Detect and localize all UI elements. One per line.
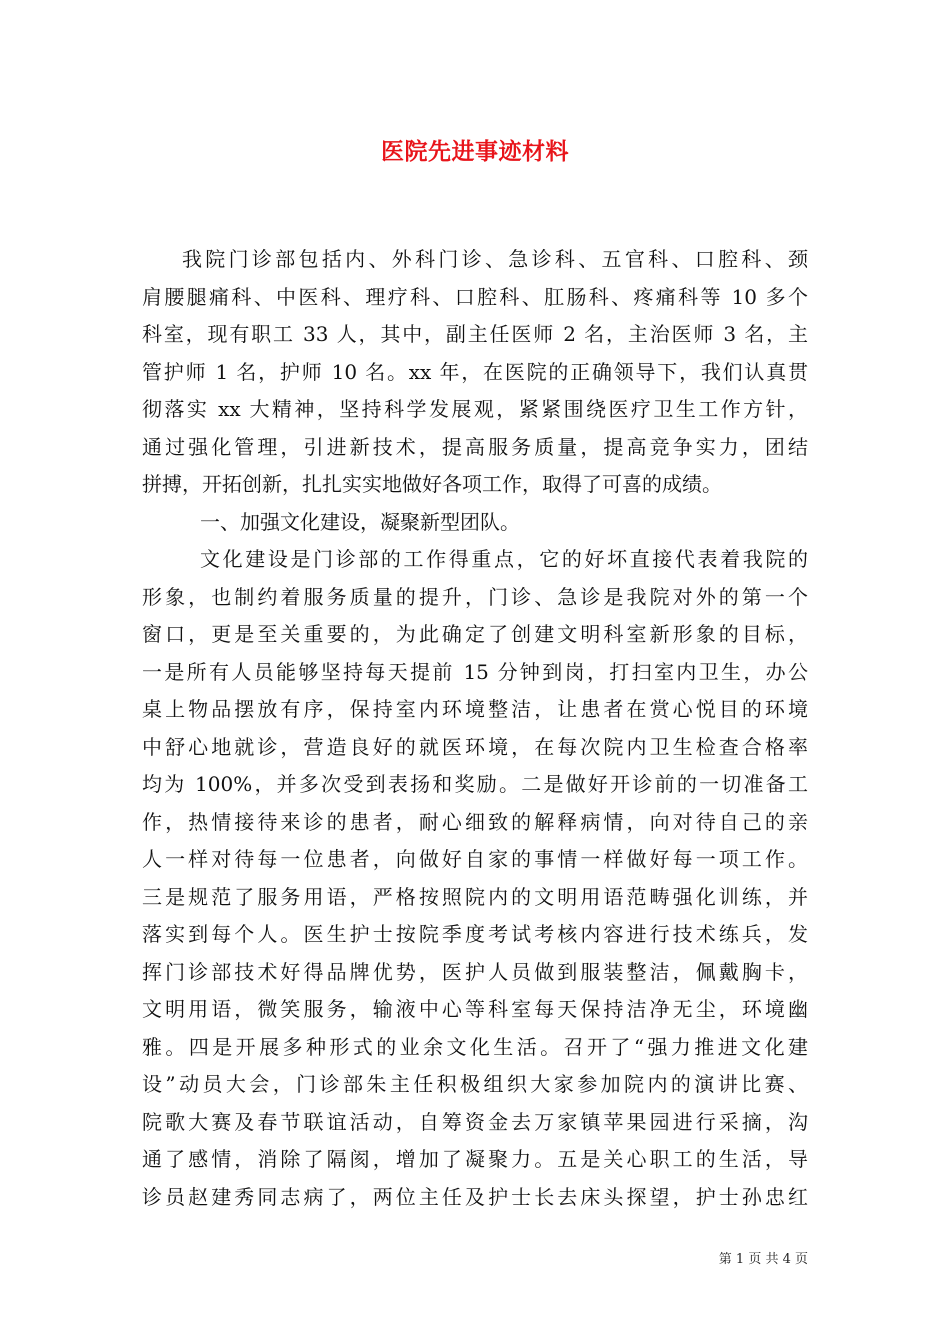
document-title: 医院先进事迹材料 — [381, 138, 569, 165]
text-line: 三是规范了服务用语，严格按照院内的文明用语范畴强化训练，并 — [142, 884, 808, 909]
document-body — [142, 241, 808, 1216]
text-line: 一是所有人员能够坚持每天提前 15 分钟到岗，打扫室内卫生，办公 — [142, 659, 808, 684]
text-line: 科室，现有职工 33 人，其中，副主任医师 2 名，主治医师 3 名，主 — [142, 322, 808, 346]
text-line: 设”动员大会，门诊部朱主任积极组织大家参加院内的演讲比赛、 — [142, 1072, 808, 1096]
page-number: 第 1 页 共 4 页 — [718, 1252, 808, 1267]
text-line: 均为 100%，并多次受到表扬和奖励。二是做好开诊前的一切准备工 — [142, 772, 808, 796]
text-line: 桌上物品摆放有序，保持室内环境整洁，让患者在赏心悦目的环境 — [142, 697, 808, 721]
text-line: 作，热情接待来诊的患者，耐心细致的解释病情，向对待自己的亲 — [142, 809, 808, 834]
text-line: 挥门诊部技术好得品牌优势，医护人员做到服装整洁，佩戴胸卡， — [142, 959, 808, 984]
text-line: 雅。四是开展多种形式的业余文化生活。召开了“强力推进文化建 — [142, 1034, 808, 1059]
text-line: 窗口，更是至关重要的，为此确定了创建文明科室新形象的目标， — [142, 622, 808, 646]
text-line: 落实到每个人。医生护士按院季度考试考核内容进行技术练兵，发 — [142, 922, 808, 946]
text-line: 通了感情，消除了隔阂，增加了凝聚力。五是关心职工的生活，导 — [142, 1147, 808, 1171]
text-line: 管护师 1 名，护师 10 名。xx 年，在医院的正确领导下，我们认真贯 — [142, 359, 808, 384]
text-line: 拼搏，开拓创新，扎扎实实地做好各项工作，取得了可喜的成绩。 — [142, 472, 722, 496]
section-heading: 一、加强文化建设，凝聚新型团队。 — [200, 509, 520, 534]
text-line: 肩腰腿痛科、中医科、理疗科、口腔科、肛肠科、疼痛科等 10 多个 — [142, 284, 808, 309]
text-line: 人一样对待每一位患者，向做好自家的事情一样做好每一项工作。 — [142, 847, 808, 871]
text-line: 院歌大赛及春节联谊活动，自筹资金去万家镇苹果园进行采摘，沟 — [142, 1109, 808, 1134]
text-line: 文化建设是门诊部的工作得重点，它的好坏直接代表着我院的 — [200, 547, 808, 571]
text-line: 彻落实 xx 大精神，坚持科学发展观，紧紧围绕医疗卫生工作方针， — [142, 397, 808, 421]
text-line: 文明用语，微笑服务，输液中心等科室每天保持洁净无尘，环境幽 — [142, 997, 808, 1021]
text-line: 形象，也制约着服务质量的提升，门诊、急诊是我院对外的第一个 — [142, 584, 808, 609]
text-line: 中舒心地就诊，营造良好的就医环境，在每次院内卫生检查合格率 — [142, 734, 808, 759]
text-line: 我院门诊部包括内、外科门诊、急诊科、五官科、口腔科、颈 — [182, 247, 808, 271]
text-line: 通过强化管理，引进新技术，提高服务质量，提高竞争实力，团结 — [142, 434, 808, 459]
text-line: 诊员赵建秀同志病了，两位主任及护士长去床头探望，护士孙忠红 — [142, 1184, 808, 1209]
